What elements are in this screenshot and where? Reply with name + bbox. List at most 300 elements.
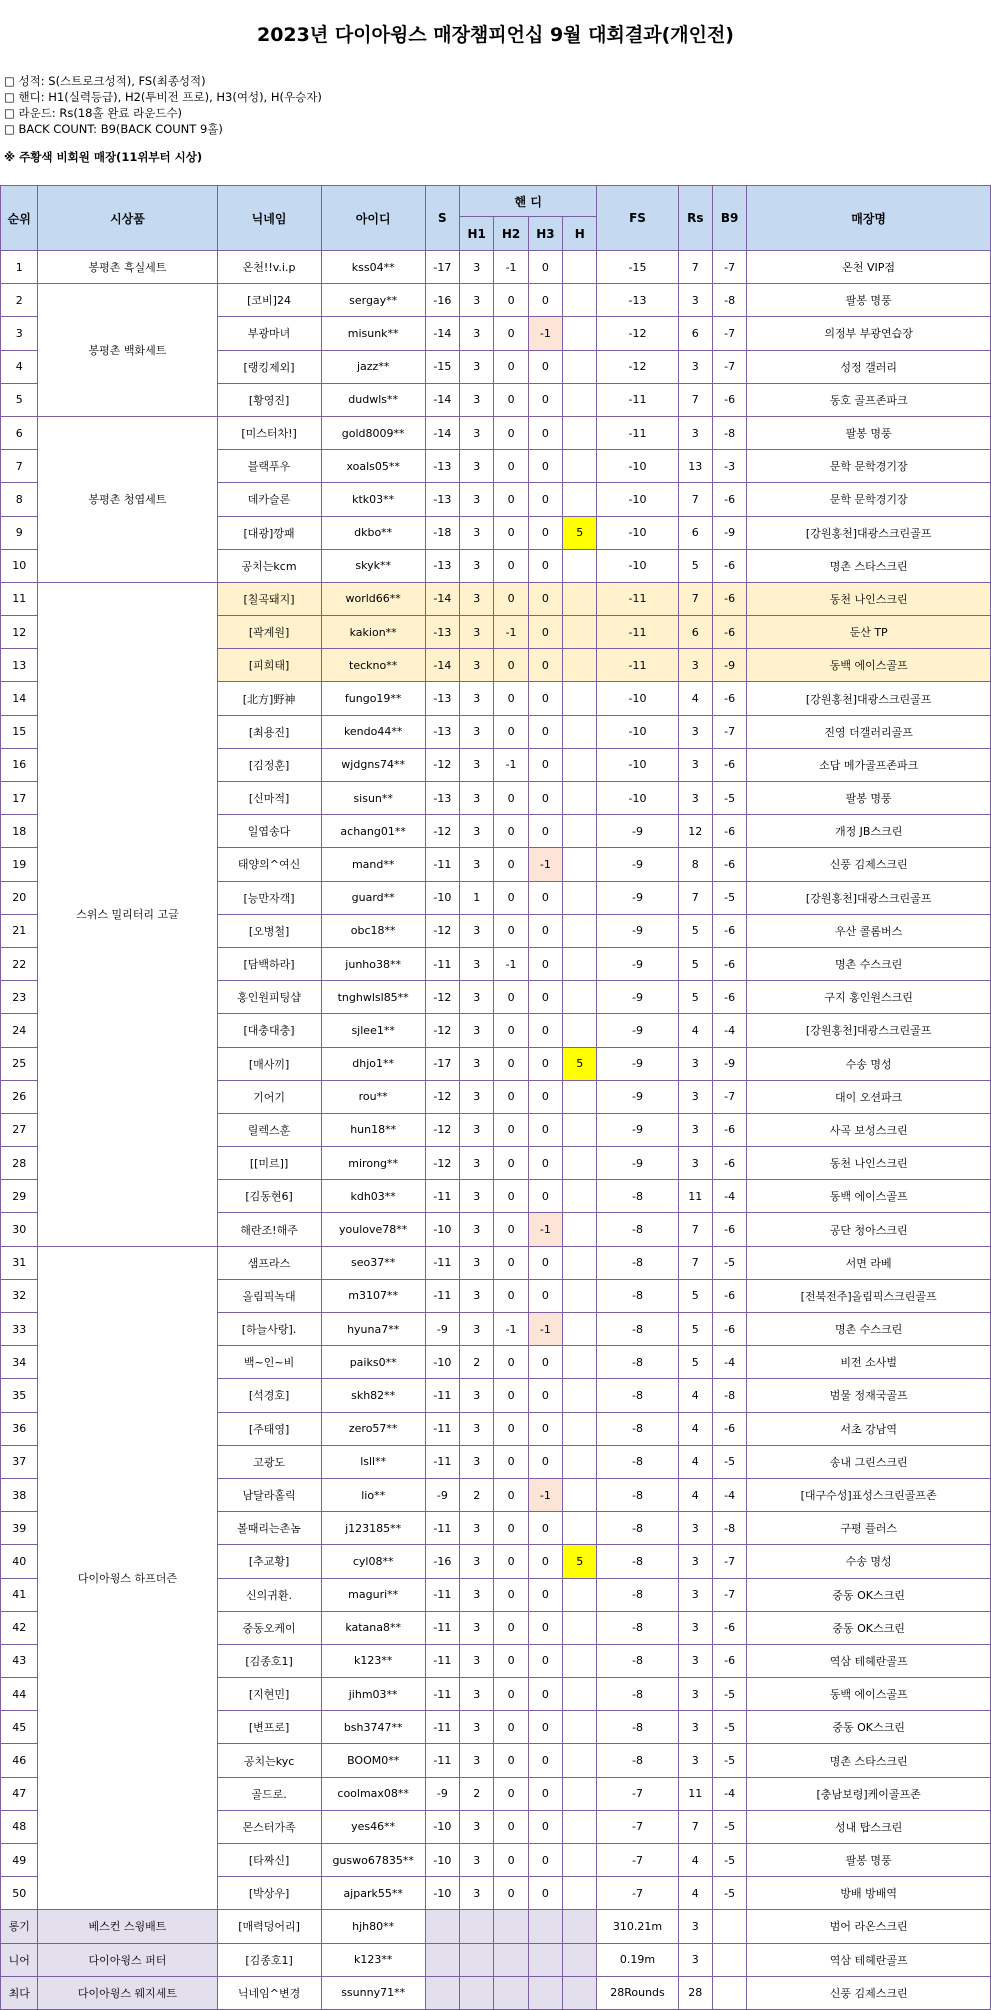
s-cell: -16 [425, 284, 459, 317]
id-cell: jazz** [321, 350, 425, 383]
h1-cell: 3 [460, 251, 494, 284]
fs-cell: -10 [597, 549, 678, 582]
h2-cell: 0 [494, 1611, 528, 1644]
s-cell: -13 [425, 715, 459, 748]
s-cell: -16 [425, 1545, 459, 1578]
store-cell: [충남보령]케이골프존 [747, 1777, 991, 1810]
store-cell: 구평 플러스 [747, 1512, 991, 1545]
header-b9: B9 [712, 186, 746, 251]
h1-cell: 3 [460, 1412, 494, 1445]
empty-cell [528, 1976, 562, 2009]
h3-cell: 0 [528, 1080, 562, 1113]
s-cell: -14 [425, 582, 459, 615]
store-cell: 의정부 부광연습장 [747, 317, 991, 350]
h2-cell: 0 [494, 350, 528, 383]
h3-cell: 0 [528, 1246, 562, 1279]
h-cell [563, 1113, 597, 1146]
s-cell: -12 [425, 748, 459, 781]
h3-cell: 0 [528, 1744, 562, 1777]
rank-cell: 48 [1, 1810, 38, 1843]
nickname-cell: [추교황] [217, 1545, 321, 1578]
s-cell: -9 [425, 1478, 459, 1511]
h2-cell: 0 [494, 1810, 528, 1843]
s-cell: -13 [425, 616, 459, 649]
id-cell: coolmax08** [321, 1777, 425, 1810]
nickname-cell: [랭킹제외] [217, 350, 321, 383]
h2-cell: 0 [494, 1080, 528, 1113]
nickname-cell: [신마적] [217, 782, 321, 815]
empty-cell [425, 1976, 459, 2009]
store-cell: 명촌 스타스크린 [747, 549, 991, 582]
nickname-cell: 태양의^여신 [217, 848, 321, 881]
nickname-cell: [황영진] [217, 383, 321, 416]
store-cell: 중동 OK스크린 [747, 1711, 991, 1744]
h3-cell: 0 [528, 1877, 562, 1910]
rank-cell: 49 [1, 1844, 38, 1877]
rank-cell: 6 [1, 416, 38, 449]
fs-cell: -10 [597, 450, 678, 483]
header-s: S [425, 186, 459, 251]
store-cell: 진영 더갤러리골프 [747, 715, 991, 748]
empty-cell [494, 1943, 528, 1976]
store-cell: 사곡 보성스크린 [747, 1113, 991, 1146]
h2-cell: 0 [494, 483, 528, 516]
s-cell: -10 [425, 881, 459, 914]
h2-cell: 0 [494, 582, 528, 615]
h2-cell: 0 [494, 1777, 528, 1810]
fs-cell: -9 [597, 1113, 678, 1146]
fs-cell: -8 [597, 1346, 678, 1379]
h-cell [563, 947, 597, 980]
store-cell: 소답 메가골프존파크 [747, 748, 991, 781]
store-cell: [강원홍천]대광스크린골프 [747, 516, 991, 549]
b9-cell: -6 [712, 1611, 746, 1644]
h1-cell: 3 [460, 1844, 494, 1877]
b9-cell: -6 [712, 748, 746, 781]
h-cell [563, 1711, 597, 1744]
rank-cell: 43 [1, 1644, 38, 1677]
s-cell: -17 [425, 251, 459, 284]
empty-cell [528, 1910, 562, 1943]
id-cell: dkbo** [321, 516, 425, 549]
header-id: 아이디 [321, 186, 425, 251]
rs-cell: 7 [678, 383, 712, 416]
rs-cell: 3 [678, 1545, 712, 1578]
fs-cell: -9 [597, 981, 678, 1014]
rs-cell: 7 [678, 582, 712, 615]
h-cell [563, 549, 597, 582]
h-cell [563, 1512, 597, 1545]
rank-cell: 11 [1, 582, 38, 615]
rs-cell: 8 [678, 848, 712, 881]
table-row [1, 582, 991, 615]
rs-cell: 11 [678, 1180, 712, 1213]
id-cell: lsll** [321, 1445, 425, 1478]
b9-cell: -5 [712, 1744, 746, 1777]
b9-cell: -6 [712, 1213, 746, 1246]
s-cell: -13 [425, 483, 459, 516]
nickname-cell: 몬스터가족 [217, 1810, 321, 1843]
h3-cell: 0 [528, 1147, 562, 1180]
h2-cell: -1 [494, 947, 528, 980]
nickname-cell: 공치는kyc [217, 1744, 321, 1777]
b9-cell: -4 [712, 1777, 746, 1810]
fs-cell: -8 [597, 1578, 678, 1611]
h1-cell: 3 [460, 1180, 494, 1213]
page-title: 2023년 다이아윙스 매장챔피언십 9월 대회결과(개인전) [256, 24, 734, 46]
rs-cell: 7 [678, 483, 712, 516]
s-cell: -14 [425, 383, 459, 416]
rank-cell: 50 [1, 1877, 38, 1910]
nickname-cell: [하늘사랑]. [217, 1313, 321, 1346]
h3-cell: 0 [528, 251, 562, 284]
s-cell: -13 [425, 682, 459, 715]
s-cell: -14 [425, 416, 459, 449]
rank-cell: 22 [1, 947, 38, 980]
b9-cell: -6 [712, 815, 746, 848]
rank-cell: 24 [1, 1014, 38, 1047]
rank-cell: 23 [1, 981, 38, 1014]
h-cell [563, 450, 597, 483]
s-cell: -11 [425, 1246, 459, 1279]
h1-cell: 3 [460, 1246, 494, 1279]
h3-cell: 0 [528, 582, 562, 615]
fs-cell: -8 [597, 1512, 678, 1545]
store-cell: 서초 강남역 [747, 1412, 991, 1445]
rs-cell: 5 [678, 1346, 712, 1379]
nickname-cell: [[미르]] [217, 1147, 321, 1180]
h3-cell: -1 [528, 1313, 562, 1346]
h1-cell: 3 [460, 549, 494, 582]
record-cell: 0.19m [597, 1943, 678, 1976]
store-cell: 팔봉 명풍 [747, 1844, 991, 1877]
h3-cell: 0 [528, 450, 562, 483]
nickname-cell: 릴렉스훈 [217, 1113, 321, 1146]
fs-cell: -9 [597, 881, 678, 914]
h3-cell: 0 [528, 350, 562, 383]
store-cell: 팔봉 명풍 [747, 782, 991, 815]
b9-cell: -8 [712, 416, 746, 449]
id-cell: katana8** [321, 1611, 425, 1644]
h3-cell: 0 [528, 1578, 562, 1611]
table-row [1, 284, 991, 317]
h1-cell: 3 [460, 1744, 494, 1777]
h2-cell: 0 [494, 1113, 528, 1146]
fs-cell: -8 [597, 1744, 678, 1777]
h2-cell: 0 [494, 450, 528, 483]
b9-cell: -7 [712, 1080, 746, 1113]
h2-cell: 0 [494, 1512, 528, 1545]
nickname-cell: [매력덩어리] [217, 1910, 321, 1943]
award-type-cell: 최다 [1, 1976, 38, 2009]
rs-cell: 5 [678, 981, 712, 1014]
h-cell [563, 1744, 597, 1777]
h-cell [563, 881, 597, 914]
rs-cell: 3 [678, 1611, 712, 1644]
h2-cell: 0 [494, 1744, 528, 1777]
rank-cell: 37 [1, 1445, 38, 1478]
rank-cell: 44 [1, 1678, 38, 1711]
rank-cell: 21 [1, 914, 38, 947]
h3-cell: 0 [528, 1644, 562, 1677]
h1-cell: 3 [460, 682, 494, 715]
id-cell: zero57** [321, 1412, 425, 1445]
prize-cell: 다이아윙스 웨지세트 [38, 1976, 217, 2009]
h2-cell: 0 [494, 1711, 528, 1744]
b9-cell: -6 [712, 1279, 746, 1312]
rank-cell: 12 [1, 616, 38, 649]
id-cell: xoals05** [321, 450, 425, 483]
nickname-cell: 공치는kcm [217, 549, 321, 582]
rank-cell: 5 [1, 383, 38, 416]
h-cell [563, 1777, 597, 1810]
b9-cell: -4 [712, 1478, 746, 1511]
id-cell: skyk** [321, 549, 425, 582]
rank-cell: 27 [1, 1113, 38, 1146]
fs-cell: -9 [597, 1047, 678, 1080]
store-cell: 문학 문학경기장 [747, 483, 991, 516]
nickname-cell: [대충대충] [217, 1014, 321, 1047]
rs-cell: 5 [678, 549, 712, 582]
s-cell: -12 [425, 1113, 459, 1146]
b9-cell: -7 [712, 1578, 746, 1611]
id-cell: junho38** [321, 947, 425, 980]
fs-cell: -11 [597, 383, 678, 416]
fs-cell: -9 [597, 815, 678, 848]
store-cell: 둔산 TP [747, 616, 991, 649]
rs-cell: 5 [678, 1313, 712, 1346]
nickname-cell: [칠곡돼지] [217, 582, 321, 615]
nickname-cell: [석경호] [217, 1379, 321, 1412]
h2-cell: 0 [494, 1346, 528, 1379]
h2-cell: 0 [494, 1844, 528, 1877]
store-cell: 문학 문학경기장 [747, 450, 991, 483]
empty-cell [425, 1943, 459, 1976]
s-cell: -12 [425, 1147, 459, 1180]
s-cell: -14 [425, 649, 459, 682]
h1-cell: 3 [460, 1047, 494, 1080]
id-cell: sisun** [321, 782, 425, 815]
rank-cell: 26 [1, 1080, 38, 1113]
h-cell [563, 1014, 597, 1047]
id-cell: dudwls** [321, 383, 425, 416]
h2-cell: 0 [494, 1644, 528, 1677]
nickname-cell: 일엽송다 [217, 815, 321, 848]
h-cell: 5 [563, 1047, 597, 1080]
s-cell: -11 [425, 1379, 459, 1412]
h3-cell: 0 [528, 1445, 562, 1478]
store-cell: 방배 방배역 [747, 1877, 991, 1910]
empty-cell [494, 1910, 528, 1943]
nickname-cell: 닉네임^변경 [217, 1976, 321, 2009]
nickname-cell: 백~인~비 [217, 1346, 321, 1379]
fs-cell: -10 [597, 516, 678, 549]
b9-cell: -7 [712, 350, 746, 383]
s-cell: -11 [425, 1180, 459, 1213]
s-cell: -11 [425, 1512, 459, 1545]
h3-cell: 0 [528, 1512, 562, 1545]
store-cell: [전북전주]올림픽스크린골프 [747, 1279, 991, 1312]
s-cell: -11 [425, 1578, 459, 1611]
h2-cell: 0 [494, 782, 528, 815]
rs-cell: 4 [678, 682, 712, 715]
h3-cell: 0 [528, 1711, 562, 1744]
h-cell [563, 649, 597, 682]
header-fs: FS [597, 186, 678, 251]
rank-cell: 18 [1, 815, 38, 848]
h3-cell: 0 [528, 914, 562, 947]
h2-cell: 0 [494, 1445, 528, 1478]
empty-cell [460, 1910, 494, 1943]
rank-cell: 36 [1, 1412, 38, 1445]
fs-cell: -8 [597, 1711, 678, 1744]
nickname-cell: [매사끼] [217, 1047, 321, 1080]
record-cell: 310.21m [597, 1910, 678, 1943]
prize-cell: 봉평촌 청엽세트 [38, 416, 217, 582]
b9-cell: -6 [712, 1113, 746, 1146]
fs-cell: -8 [597, 1478, 678, 1511]
store-cell: 성정 갤러리 [747, 350, 991, 383]
h3-cell: 0 [528, 1379, 562, 1412]
header-h1: H1 [460, 217, 494, 251]
h-cell: 5 [563, 516, 597, 549]
rs-cell: 3 [678, 1113, 712, 1146]
h3-cell: 0 [528, 516, 562, 549]
h-cell [563, 416, 597, 449]
legend-line: □ 성적: S(스트로크성적), FS(최종성적) [4, 74, 206, 88]
h3-cell: 0 [528, 1777, 562, 1810]
h-cell [563, 981, 597, 1014]
b9-cell: -6 [712, 549, 746, 582]
id-cell: hjh80** [321, 1910, 425, 1943]
nickname-cell: 부광마녀 [217, 317, 321, 350]
rank-cell: 13 [1, 649, 38, 682]
store-cell: 명촌 스타스크린 [747, 1744, 991, 1777]
store-cell: 신풍 김제스크린 [747, 1976, 991, 2009]
nickname-cell: 기어기 [217, 1080, 321, 1113]
h3-cell: 0 [528, 284, 562, 317]
id-cell: k123** [321, 1644, 425, 1677]
empty-cell [528, 1943, 562, 1976]
h3-cell: 0 [528, 1346, 562, 1379]
h1-cell: 3 [460, 1313, 494, 1346]
id-cell: guard** [321, 881, 425, 914]
h3-cell: 0 [528, 815, 562, 848]
h-cell [563, 582, 597, 615]
rank-cell: 15 [1, 715, 38, 748]
h1-cell: 3 [460, 1611, 494, 1644]
h3-cell: 0 [528, 748, 562, 781]
h3-cell: -1 [528, 1478, 562, 1511]
h1-cell: 2 [460, 1346, 494, 1379]
header-prize: 시상품 [38, 186, 217, 251]
h2-cell: 0 [494, 1678, 528, 1711]
h1-cell: 3 [460, 981, 494, 1014]
store-cell: [강원홍천]대광스크린골프 [747, 682, 991, 715]
rs-cell: 6 [678, 317, 712, 350]
rs-cell: 4 [678, 1445, 712, 1478]
id-cell: cyl08** [321, 1545, 425, 1578]
s-cell: -15 [425, 350, 459, 383]
h2-cell: 0 [494, 715, 528, 748]
rank-cell: 47 [1, 1777, 38, 1810]
store-cell: 팔봉 명풍 [747, 416, 991, 449]
table-row [1, 251, 991, 284]
id-cell: seo37** [321, 1246, 425, 1279]
h1-cell: 3 [460, 582, 494, 615]
b9-cell: -4 [712, 1180, 746, 1213]
rank-cell: 9 [1, 516, 38, 549]
store-cell: 팔봉 명풍 [747, 284, 991, 317]
rank-cell: 16 [1, 748, 38, 781]
s-cell: -12 [425, 914, 459, 947]
s-cell: -13 [425, 450, 459, 483]
header-store: 매장명 [747, 186, 991, 251]
nickname-cell: [지현민] [217, 1678, 321, 1711]
h2-cell: 0 [494, 549, 528, 582]
legend [0, 73, 991, 137]
prize-cell: 다이아윙스 퍼터 [38, 1943, 217, 1976]
empty-cell [712, 1943, 746, 1976]
s-cell: -10 [425, 1213, 459, 1246]
b9-cell: -6 [712, 914, 746, 947]
h1-cell: 1 [460, 881, 494, 914]
h2-cell: 0 [494, 1379, 528, 1412]
h-cell [563, 914, 597, 947]
id-cell: ssunny71** [321, 1976, 425, 2009]
id-cell: kss04** [321, 251, 425, 284]
b9-cell: -5 [712, 1844, 746, 1877]
h1-cell: 3 [460, 914, 494, 947]
s-cell: -11 [425, 947, 459, 980]
h2-cell: 0 [494, 815, 528, 848]
rs-cell: 28 [678, 1976, 712, 2009]
nickname-cell: 데카슬론 [217, 483, 321, 516]
fs-cell: -13 [597, 284, 678, 317]
h3-cell: 0 [528, 1844, 562, 1877]
rank-cell: 25 [1, 1047, 38, 1080]
h2-cell: 0 [494, 416, 528, 449]
h1-cell: 3 [460, 1113, 494, 1146]
store-cell: [강원홍천]대광스크린골프 [747, 881, 991, 914]
id-cell: hyuna7** [321, 1313, 425, 1346]
h1-cell: 3 [460, 815, 494, 848]
h2-cell: 0 [494, 284, 528, 317]
rank-cell: 42 [1, 1611, 38, 1644]
h-cell [563, 1678, 597, 1711]
store-cell: [강원홍천]대광스크린골프 [747, 1014, 991, 1047]
header-rs: Rs [678, 186, 712, 251]
s-cell: -13 [425, 782, 459, 815]
h-cell: 5 [563, 1545, 597, 1578]
b9-cell: -4 [712, 1346, 746, 1379]
fs-cell: -9 [597, 1014, 678, 1047]
rs-cell: 3 [678, 416, 712, 449]
b9-cell: -7 [712, 251, 746, 284]
store-cell: [대구수성]표성스크린골프존 [747, 1478, 991, 1511]
nickname-cell: 올림픽녹대 [217, 1279, 321, 1312]
h2-cell: 0 [494, 1014, 528, 1047]
store-cell: 우산 콜롬버스 [747, 914, 991, 947]
b9-cell: -5 [712, 1678, 746, 1711]
h2-cell: 0 [494, 682, 528, 715]
h3-cell: 0 [528, 881, 562, 914]
b9-cell: -6 [712, 848, 746, 881]
h-cell [563, 1279, 597, 1312]
nickname-cell: [미스터차!] [217, 416, 321, 449]
rank-cell: 40 [1, 1545, 38, 1578]
nickname-cell: 블랙푸우 [217, 450, 321, 483]
